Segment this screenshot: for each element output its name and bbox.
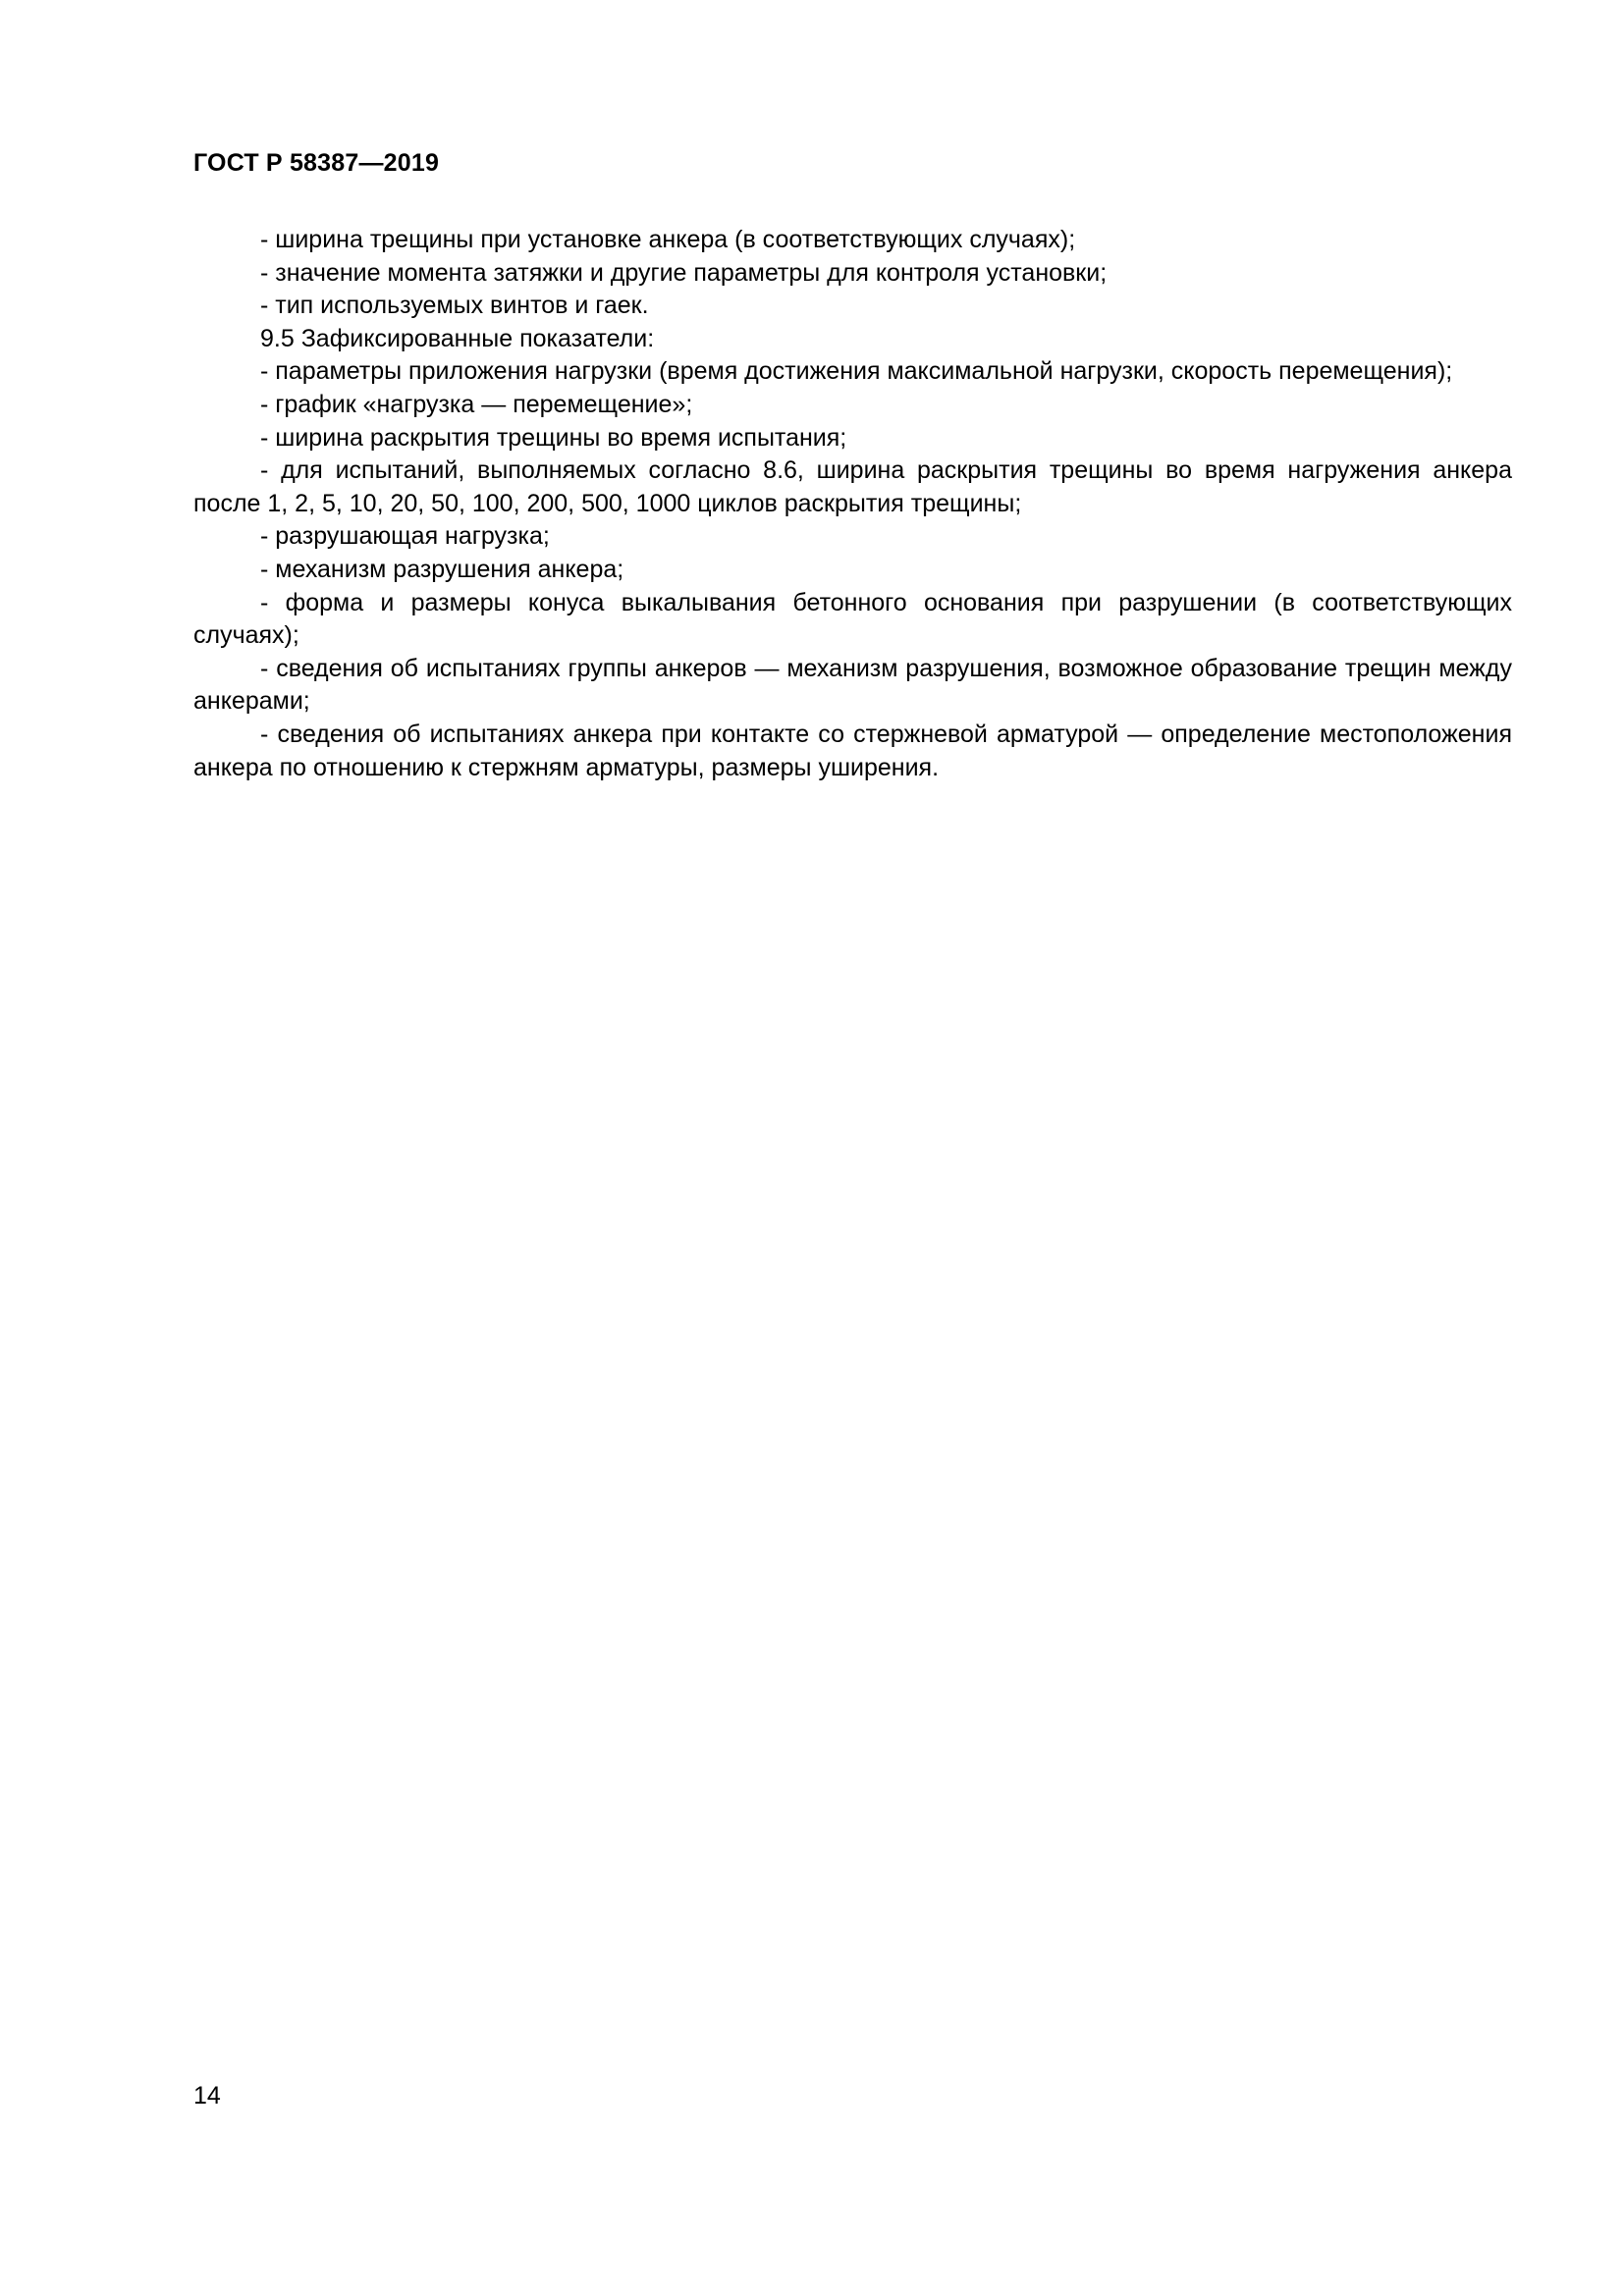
paragraph-anchor-group-tests: - сведения об испытаниях группы анкеров — механизм разрушения, возможное образование трещин между анкерами; [193,654,1512,716]
paragraph-load-parameters: - параметры приложения нагрузки (время достижения максимальной нагрузки, скорость перемещения); [260,357,1453,386]
paragraph-load-displacement-graph: - график «нагрузка — перемещение»; [260,390,693,418]
document-designation: ГОСТ Р 58387—2019 [193,149,440,177]
paragraph-cyclic-crack-opening: - для испытаний, выполняемых согласно 8.6, ширина раскрытия трещины во время нагружения анкера после 1, 2, 5, 10, 20, 50, 100, 200, 500, 1000 циклов раскрытия трещины; [193,456,1512,517]
section-heading-9-5: 9.5 Зафиксированные показатели: [260,324,655,352]
paragraph-torque-value: - значение момента затяжки и другие параметры для контроля установки; [260,258,1108,287]
paragraph-rebar-contact-tests: - сведения об испытаниях анкера при контакте со стержневой арматурой — определение местоположения анкера по отношению к стержням арматуры, размеры уширения. [193,720,1512,781]
page-number: 14 [193,2082,221,2109]
paragraph-breakout-cone: - форма и размеры конуса выкалывания бетонного основания при разрушении (в соответствующих случаях); [193,588,1512,650]
paragraph-crack-opening-test: - ширина раскрытия трещины во время испытания; [260,423,847,452]
paragraph-crack-width-installation: - ширина трещины при установке анкера (в соответствующих случаях); [260,226,1076,253]
paragraph-failure-load: - разрушающая нагрузка; [260,522,550,551]
paragraph-failure-mechanism: - механизм разрушения анкера; [260,555,624,583]
document-body [193,224,1512,784]
paragraph-screw-nut-type: - тип используемых винтов и гаек. [260,292,649,320]
